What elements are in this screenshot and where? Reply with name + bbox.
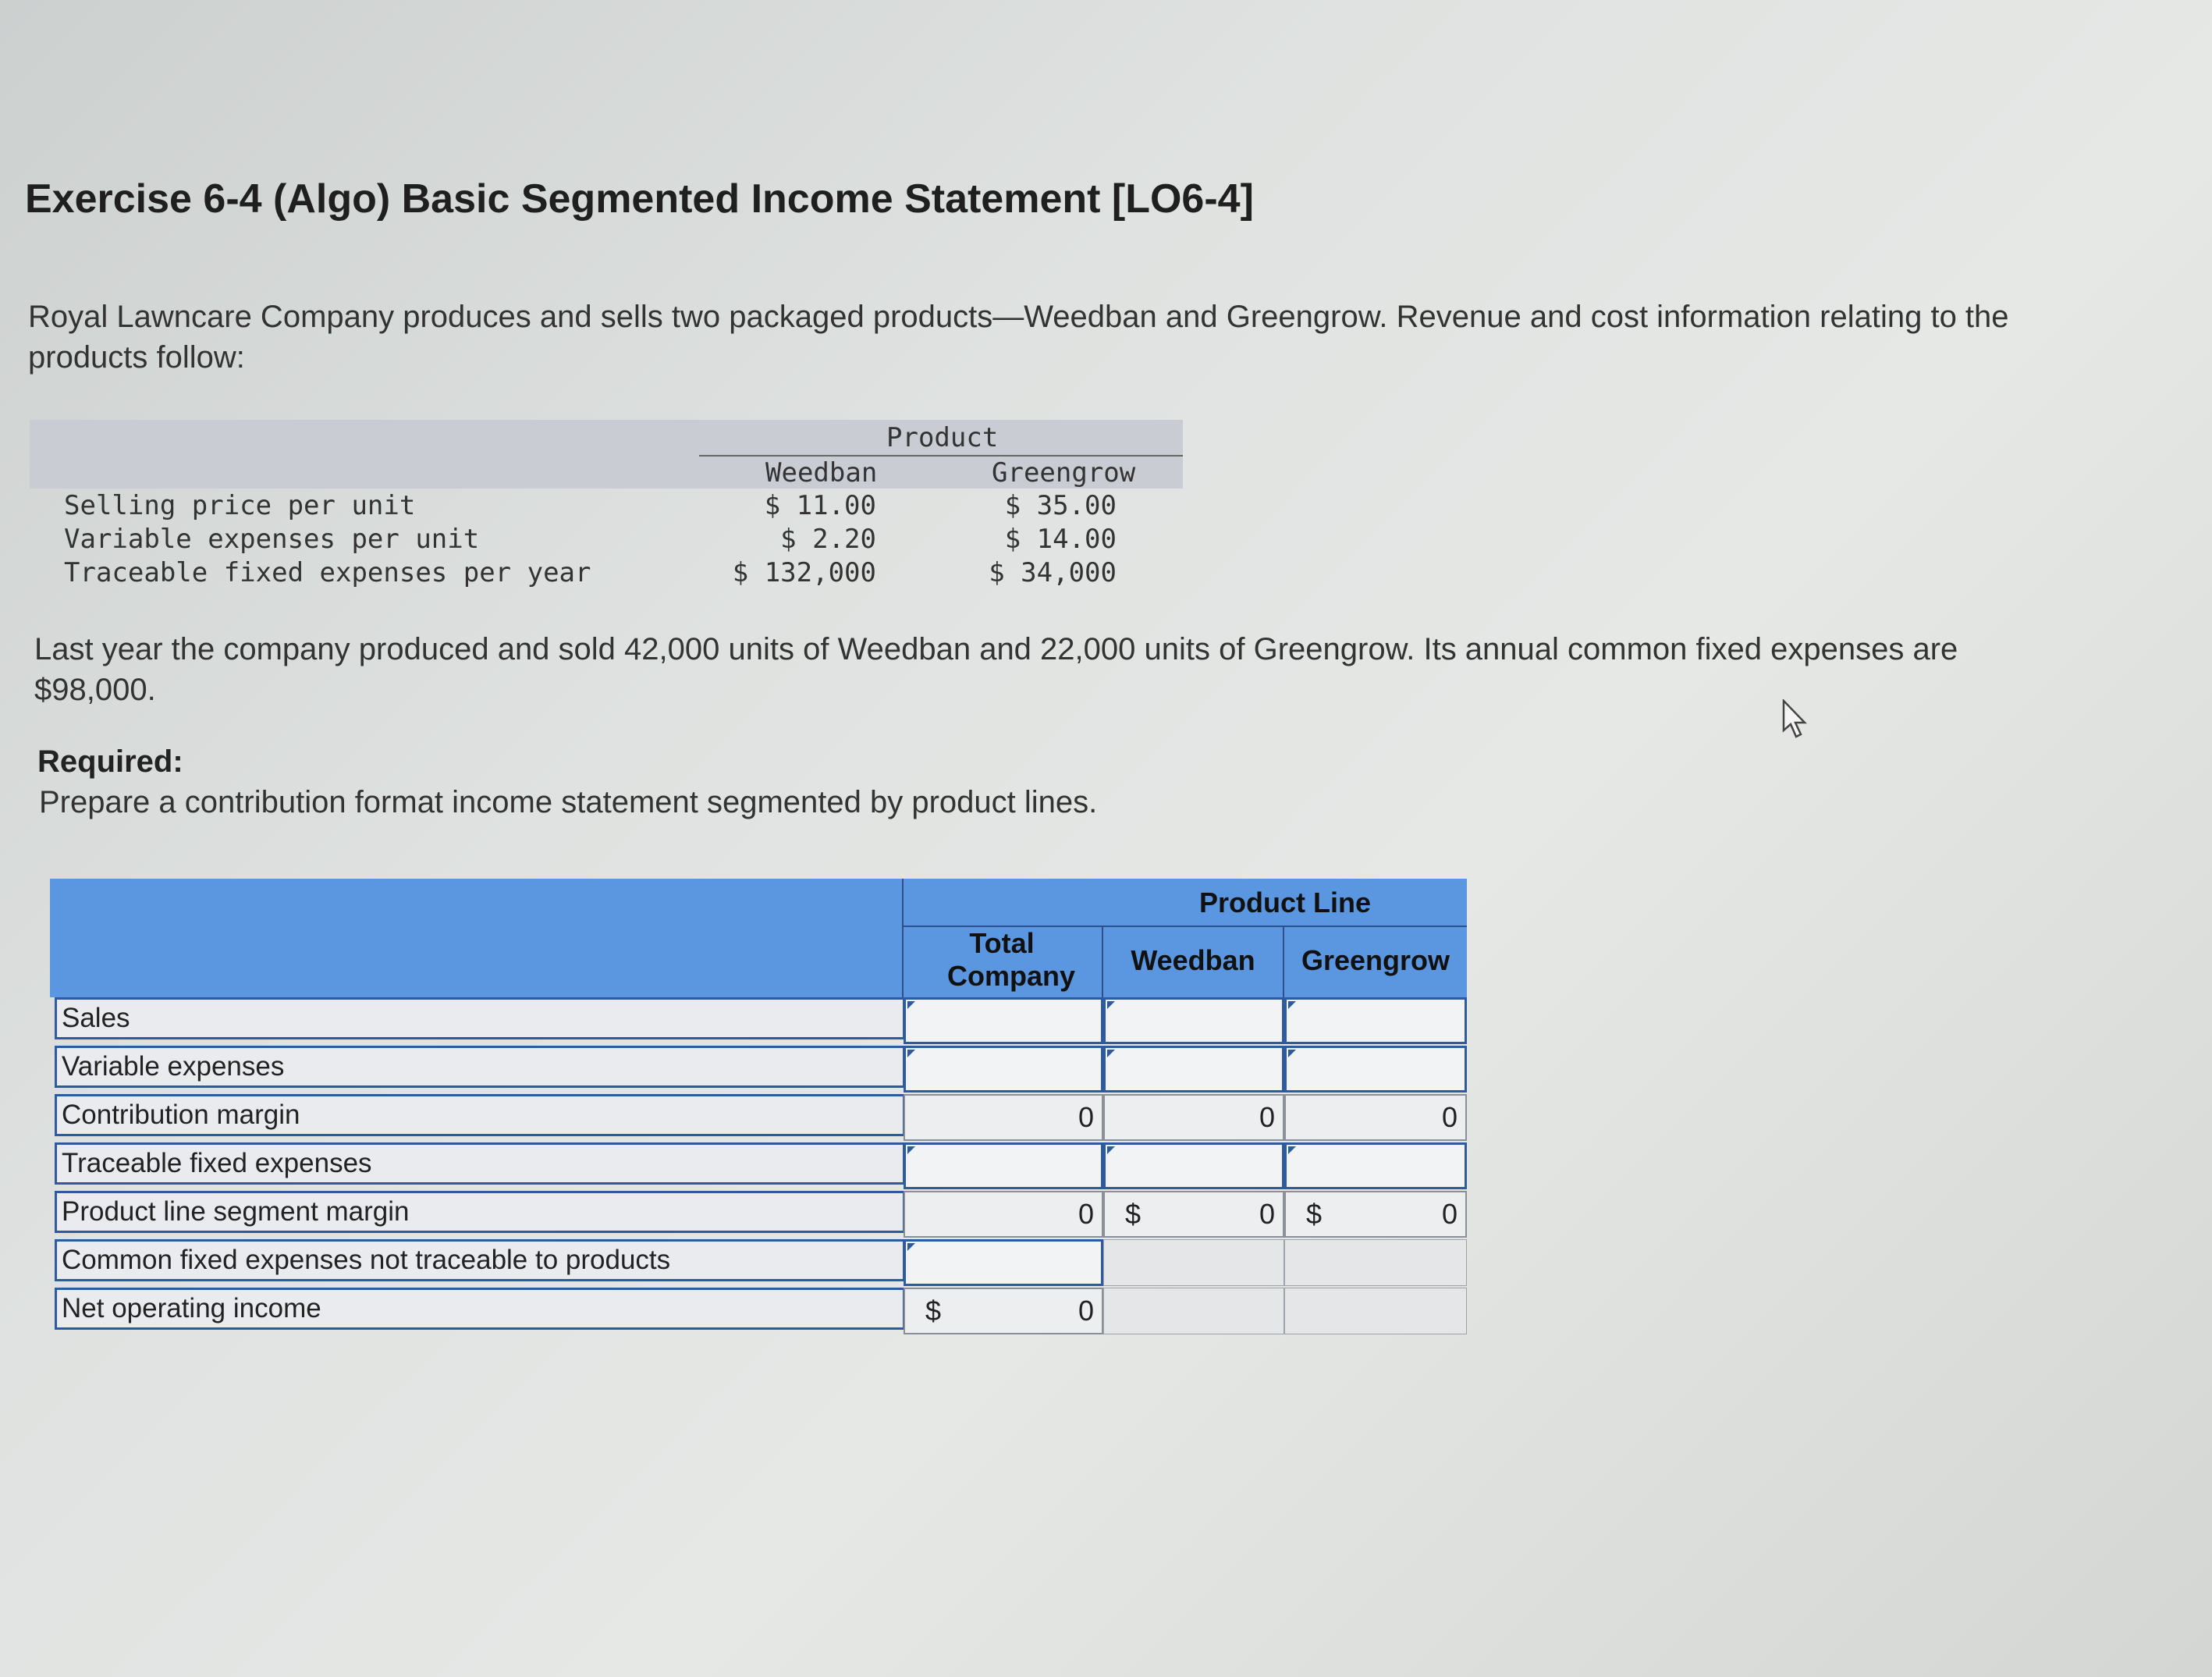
col-greengrow: Greengrow [992, 457, 1136, 489]
weedban-value: $ 11.00 [764, 490, 876, 521]
variable-weedban-input[interactable] [1103, 1046, 1284, 1093]
segment-total-value: 0 [904, 1191, 1103, 1238]
income-statement-table [50, 879, 1467, 1334]
row-label-common-fixed: Common fixed expenses not traceable to products [55, 1239, 905, 1281]
segment-weedban-value: $ 0 [1103, 1191, 1284, 1238]
intro-text: Royal Lawncare Company produces and sells two packaged products—Weedban and Greengrow. Revenue and cost information relating to the products follow: [28, 300, 2009, 375]
mouse-cursor-icon [1781, 699, 1812, 740]
row-label-variable-expenses: Variable expenses [55, 1046, 905, 1088]
variable-total-input[interactable] [904, 1046, 1103, 1093]
row-label-traceable-fixed: Traceable fixed expenses [55, 1142, 905, 1185]
sales-total-input[interactable] [904, 997, 1103, 1044]
col-weedban: Weedban [765, 457, 878, 489]
row-label-sales: Sales [55, 997, 905, 1039]
noi-total-value: $ 0 [904, 1288, 1103, 1334]
traceable-greengrow-input[interactable] [1284, 1142, 1467, 1189]
required-label: Required: [37, 744, 183, 779]
empty-cell [1284, 1239, 1467, 1286]
table-row [50, 1142, 1467, 1189]
table-row [50, 1239, 1467, 1286]
segment-greengrow-value: $ 0 [1284, 1191, 1467, 1238]
sales-weedban-input[interactable] [1103, 997, 1284, 1044]
greengrow-value: $ 34,000 [989, 557, 1117, 588]
common-fixed-total-input[interactable] [904, 1239, 1103, 1286]
table-row [50, 1288, 1467, 1334]
product-header-rule [699, 455, 1183, 457]
row-label: Selling price per unit [64, 490, 416, 521]
table-header [50, 879, 1467, 997]
header-weedban: Weedban [1131, 944, 1255, 976]
empty-cell [1103, 1288, 1284, 1334]
row-label-net-operating-income: Net operating income [55, 1288, 905, 1330]
cm-greengrow-value: 0 [1284, 1094, 1467, 1141]
empty-cell [1103, 1239, 1284, 1286]
row-label-contribution-margin: Contribution margin [55, 1094, 905, 1136]
table-row [50, 1046, 1467, 1093]
row-label-segment-margin: Product line segment margin [55, 1191, 905, 1233]
weedban-value: $ 2.20 [780, 524, 876, 555]
header-total-company: Total Company [947, 927, 1076, 992]
sales-greengrow-input[interactable] [1284, 997, 1467, 1044]
cm-total-value: 0 [904, 1094, 1103, 1141]
empty-cell [1284, 1288, 1467, 1334]
variable-greengrow-input[interactable] [1284, 1046, 1467, 1093]
traceable-total-input[interactable] [904, 1142, 1103, 1189]
row-label: Variable expenses per unit [64, 524, 480, 555]
required-text: Prepare a contribution format income statement segmented by product lines. [39, 785, 1098, 819]
table-row [50, 1191, 1467, 1238]
cm-weedban-value: 0 [1103, 1094, 1284, 1141]
product-group-header: Product [886, 422, 999, 453]
context-text: Last year the company produced and sold 42,000 units of Weedban and 22,000 units of Greengrow. Its annual common fixed expenses are $98,000. [34, 632, 1958, 707]
greengrow-value: $ 14.00 [1004, 524, 1117, 555]
header-greengrow: Greengrow [1301, 944, 1450, 976]
header-product-line: Product Line [1198, 886, 1371, 918]
greengrow-value: $ 35.00 [1004, 490, 1117, 521]
page-title: Exercise 6-4 (Algo) Basic Segmented Income Statement [LO6-4] [25, 176, 1254, 222]
table-row [50, 997, 1467, 1044]
table-row [50, 1094, 1467, 1141]
weedban-value: $ 132,000 [732, 557, 876, 588]
traceable-weedban-input[interactable] [1103, 1142, 1284, 1189]
row-label: Traceable fixed expenses per year [64, 557, 591, 588]
